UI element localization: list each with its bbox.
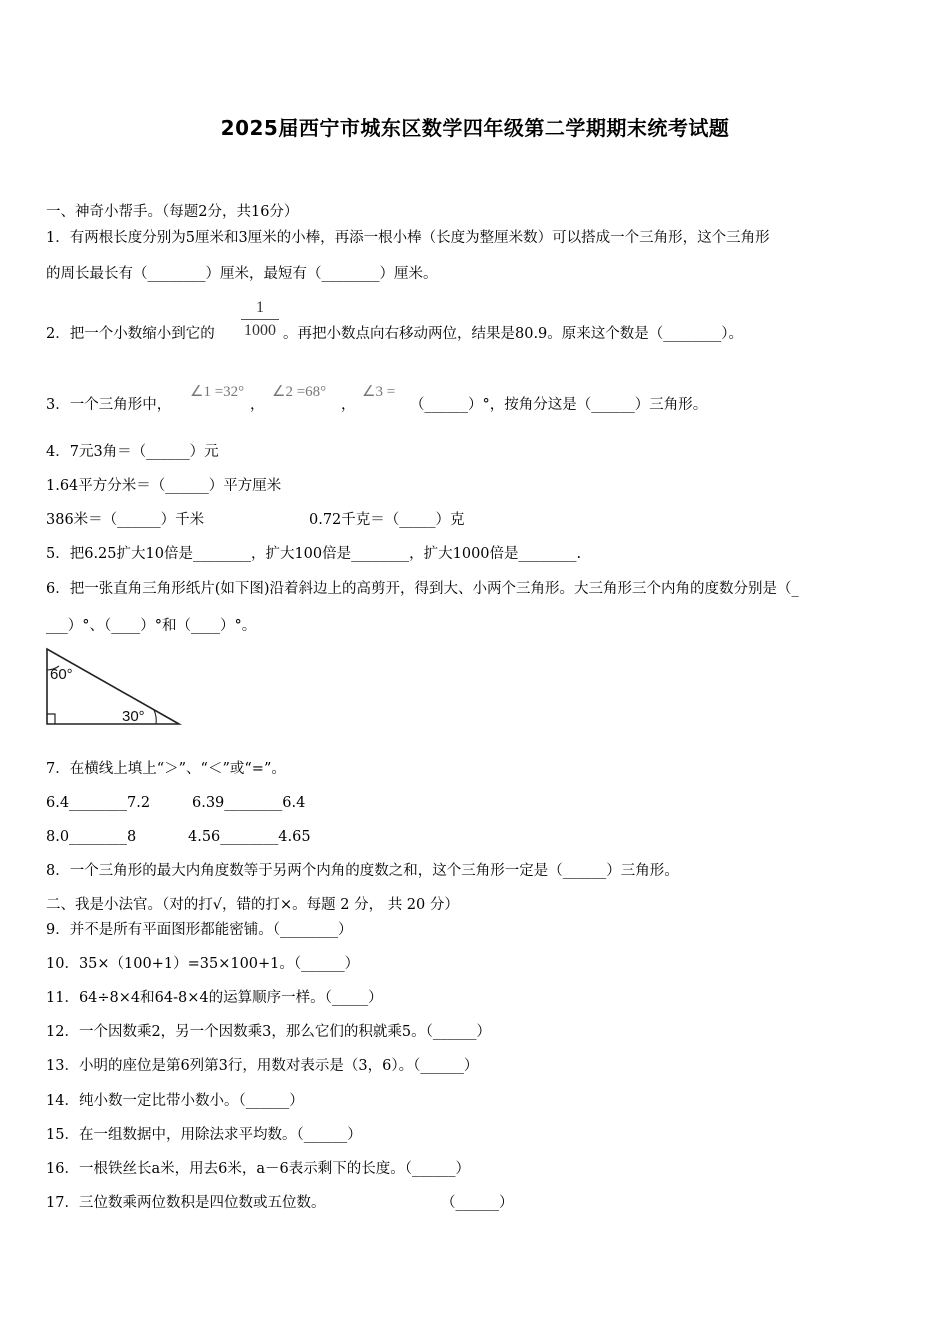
question-1-line-2: 的周长最长有（________）厘米，最短有（________）厘米。 (46, 266, 438, 282)
angle-60-label: 60° (50, 666, 73, 683)
triangle-outline (47, 649, 179, 724)
question-13: 13．小明的座位是第6列第3行，用数对表示是（3，6）。（______） (46, 1058, 479, 1074)
question-16: 16．一根铁丝长a米，用去6米，a－6表示剩下的长度。（______） (46, 1161, 470, 1177)
angle-3-expression: ∠3 = (362, 384, 396, 400)
fraction-bar (241, 319, 279, 320)
question-2-fraction (237, 298, 283, 341)
angle-30-arc (154, 710, 156, 724)
question-2-prefix: 2．把一个小数缩小到它的 (46, 326, 215, 342)
question-8: 8．一个三角形的最大内角度数等于另两个内角的度数之和，这个三角形一定是（______）三角形。 (46, 863, 679, 879)
question-4-line-1: 4．7元3角＝（______）元 (46, 444, 219, 460)
question-5: 5．把6.25扩大10倍是________，扩大100倍是________，扩大1000倍是________. (46, 546, 582, 562)
question-17-answer-blank: （______） (441, 1195, 514, 1211)
right-triangle-figure (44, 646, 184, 728)
question-4-line-2: 1.64平方分米＝（______）平方厘米 (46, 478, 282, 494)
question-4-line-3b: 0.72千克＝（_____）克 (309, 512, 465, 528)
question-11: 11．64÷8×4和64-8×4的运算顺序一样。（_____） (46, 990, 383, 1006)
question-3-separator-2: ， (341, 397, 356, 413)
page-title: 2025届西宁市城东区数学四年级第二学期期末统考试题 (220, 116, 730, 140)
question-7-row-2a: 8.0________8 (46, 829, 137, 845)
question-10: 10．35×（100+1）=35×100+1。（______） (46, 956, 360, 972)
question-9: 9．并不是所有平面图形都能密铺。（________） (46, 922, 353, 938)
question-7: 7．在横线上填上“＞”、“＜”或“=”。 (46, 761, 286, 777)
question-1-line-1: 1．有两根长度分别为5厘米和3厘米的小棒，再添一根小棒（长度为整厘米数）可以搭成一个三角形，这个三角形 (46, 230, 770, 246)
question-6-line-1: 6．把一张直角三角形纸片(如下图)沿着斜边上的高剪开，得到大、小两个三角形。大三角形三个内角的度数分别是（_ (46, 581, 799, 597)
fraction-numerator: 1 (256, 299, 264, 316)
question-3-separator-1: ， (250, 397, 265, 413)
angle-1-expression: ∠1 =32° (190, 384, 245, 400)
question-17: 17．三位数乘两位数积是四位数或五位数。 (46, 1195, 326, 1211)
right-angle-mark (47, 714, 55, 724)
question-2-suffix: 。再把小数点向右移动两位，结果是80.9。原来这个数是（________）。 (283, 326, 744, 342)
angle-30-label: 30° (122, 708, 145, 725)
question-15: 15．在一组数据中，用除法求平均数。（______） (46, 1127, 362, 1143)
section-2-heading: 二、我是小法官。（对的打√，错的打×。每题 2 分， 共 20 分） (46, 897, 459, 913)
question-7-row-1b: 6.39________6.4 (192, 795, 306, 811)
angle-2-expression: ∠2 =68° (272, 384, 327, 400)
question-3-suffix: （______）°，按角分这是（______）三角形。 (410, 397, 708, 413)
question-3-prefix: 3．一个三角形中， (46, 397, 172, 413)
fraction-denominator: 1000 (244, 322, 276, 339)
question-4-line-3a: 386米＝（______）千米 (46, 512, 205, 528)
question-14: 14．纯小数一定比带小数小。（______） (46, 1093, 304, 1109)
question-7-row-1a: 6.4________7.2 (46, 795, 151, 811)
question-7-row-2b: 4.56________4.65 (188, 829, 311, 845)
section-1-heading: 一、神奇小帮手。（每题2分，共16分） (46, 204, 299, 220)
question-12: 12．一个因数乘2，另一个因数乘3，那么它们的积就乘5。（______） (46, 1024, 491, 1040)
question-6-line-2: ___）°、（____）°和（____）°。 (46, 618, 257, 634)
